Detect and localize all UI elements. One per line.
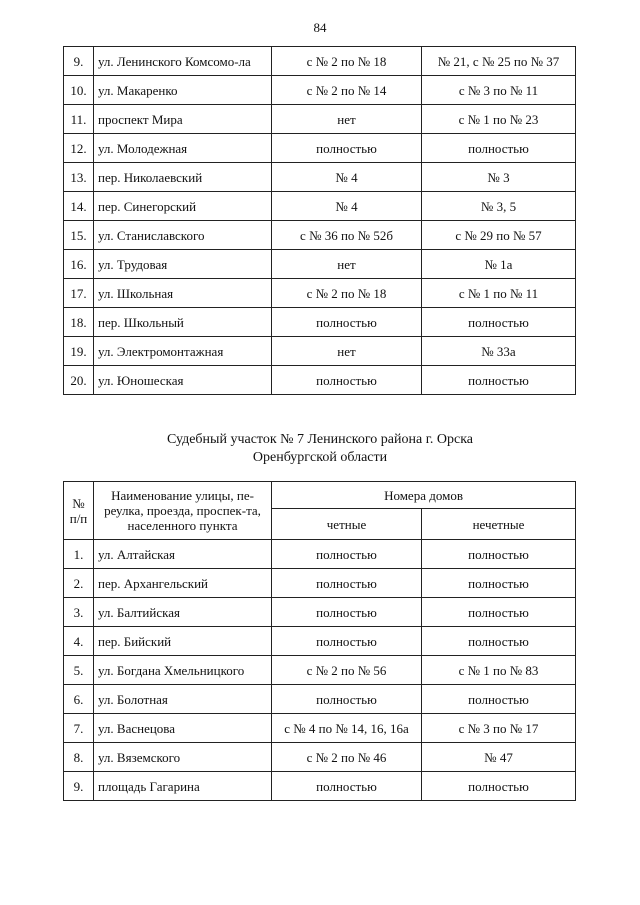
even-houses: полностью — [272, 308, 422, 337]
even-houses: с № 2 по № 18 — [272, 279, 422, 308]
even-houses: № 4 — [272, 192, 422, 221]
row-number: 1. — [64, 540, 94, 569]
even-houses: полностью — [272, 685, 422, 714]
streets-table-district-7 — [63, 481, 576, 801]
even-houses: полностью — [272, 598, 422, 627]
table-row — [64, 47, 576, 76]
row-number: 7. — [64, 714, 94, 743]
even-houses: с № 2 по № 56 — [272, 656, 422, 685]
even-houses: с № 2 по № 18 — [272, 47, 422, 76]
table-row — [64, 540, 576, 569]
even-houses: с № 2 по № 46 — [272, 743, 422, 772]
odd-houses: с № 29 по № 57 — [422, 221, 576, 250]
street-name: пер. Школьный — [94, 308, 272, 337]
odd-houses: с № 3 по № 17 — [422, 714, 576, 743]
row-number: 9. — [64, 47, 94, 76]
street-name: ул. Станиславского — [94, 221, 272, 250]
header-even: четные — [272, 509, 422, 540]
table-row — [64, 743, 576, 772]
table-row — [64, 685, 576, 714]
street-name: площадь Гагарина — [94, 772, 272, 801]
table-row — [64, 308, 576, 337]
odd-houses: полностью — [422, 540, 576, 569]
table-row — [64, 105, 576, 134]
row-number: 18. — [64, 308, 94, 337]
table-row — [64, 772, 576, 801]
street-name: ул. Васнецова — [94, 714, 272, 743]
street-name: ул. Юношеская — [94, 366, 272, 395]
row-number: 4. — [64, 627, 94, 656]
odd-houses: с № 1 по № 23 — [422, 105, 576, 134]
table-row — [64, 163, 576, 192]
odd-houses: полностью — [422, 598, 576, 627]
odd-houses: полностью — [422, 627, 576, 656]
even-houses: полностью — [272, 627, 422, 656]
odd-houses: полностью — [422, 366, 576, 395]
row-number: 13. — [64, 163, 94, 192]
street-name: ул. Макаренко — [94, 76, 272, 105]
odd-houses: № 33а — [422, 337, 576, 366]
street-name: пер. Николаевский — [94, 163, 272, 192]
even-houses: полностью — [272, 366, 422, 395]
even-houses: нет — [272, 337, 422, 366]
table-row — [64, 279, 576, 308]
street-name: ул. Болотная — [94, 685, 272, 714]
street-name: ул. Электромонтажная — [94, 337, 272, 366]
table-row — [64, 250, 576, 279]
even-houses: полностью — [272, 772, 422, 801]
even-houses: с № 2 по № 14 — [272, 76, 422, 105]
table-row — [64, 76, 576, 105]
table-row — [64, 366, 576, 395]
even-houses: с № 4 по № 14, 16, 16а — [272, 714, 422, 743]
header-houses: Номера домов — [272, 482, 576, 509]
row-number: 17. — [64, 279, 94, 308]
odd-houses: с № 1 по № 83 — [422, 656, 576, 685]
row-number: 10. — [64, 76, 94, 105]
even-houses: полностью — [272, 134, 422, 163]
row-number: 19. — [64, 337, 94, 366]
table-row — [64, 337, 576, 366]
street-name: ул. Богдана Хмельницкого — [94, 656, 272, 685]
row-number: 6. — [64, 685, 94, 714]
street-name: ул. Балтийская — [94, 598, 272, 627]
street-name: пер. Синегорский — [94, 192, 272, 221]
odd-houses: № 3 — [422, 163, 576, 192]
row-number: 3. — [64, 598, 94, 627]
heading-line-1: Судебный участок № 7 Ленинского района г. Орска — [166, 432, 473, 447]
header-name: Наименование улицы, пе-реулка, проезда, проспек-та, населенного пункта — [94, 482, 272, 540]
row-number: 15. — [64, 221, 94, 250]
odd-houses: № 3, 5 — [422, 192, 576, 221]
odd-houses: № 21, с № 25 по № 37 — [422, 47, 576, 76]
street-name: проспект Мира — [94, 105, 272, 134]
odd-houses: полностью — [422, 134, 576, 163]
street-name: ул. Ленинского Комсомо-ла — [94, 47, 272, 76]
table2-body — [64, 540, 576, 801]
even-houses: полностью — [272, 540, 422, 569]
even-houses: полностью — [272, 569, 422, 598]
table-row — [64, 598, 576, 627]
heading-line-2: Оренбургской области — [252, 450, 388, 465]
streets-table-continued — [63, 46, 576, 395]
table-row — [64, 656, 576, 685]
row-number: 20. — [64, 366, 94, 395]
odd-houses: № 1а — [422, 250, 576, 279]
even-houses: нет — [272, 105, 422, 134]
street-name: ул. Алтайская — [94, 540, 272, 569]
section-heading — [0, 431, 640, 467]
even-houses: с № 36 по № 52б — [272, 221, 422, 250]
table-row — [64, 627, 576, 656]
street-name: ул. Трудовая — [94, 250, 272, 279]
odd-houses: № 47 — [422, 743, 576, 772]
table-row — [64, 221, 576, 250]
table-row — [64, 714, 576, 743]
row-number: 11. — [64, 105, 94, 134]
street-name: пер. Бийский — [94, 627, 272, 656]
street-name: ул. Школьная — [94, 279, 272, 308]
street-name: пер. Архангельский — [94, 569, 272, 598]
table-row — [64, 192, 576, 221]
odd-houses: с № 3 по № 11 — [422, 76, 576, 105]
row-number: 9. — [64, 772, 94, 801]
table-row — [64, 569, 576, 598]
header-odd: нечетные — [422, 509, 576, 540]
table-row — [64, 134, 576, 163]
row-number: 14. — [64, 192, 94, 221]
street-name: ул. Вяземского — [94, 743, 272, 772]
page-number: 84 — [313, 20, 327, 35]
odd-houses: полностью — [422, 569, 576, 598]
header-num: № п/п — [64, 482, 94, 540]
odd-houses: полностью — [422, 685, 576, 714]
row-number: 8. — [64, 743, 94, 772]
row-number: 12. — [64, 134, 94, 163]
odd-houses: полностью — [422, 772, 576, 801]
even-houses: нет — [272, 250, 422, 279]
table1-body — [64, 47, 576, 395]
row-number: 16. — [64, 250, 94, 279]
odd-houses: с № 1 по № 11 — [422, 279, 576, 308]
even-houses: № 4 — [272, 163, 422, 192]
row-number: 5. — [64, 656, 94, 685]
odd-houses: полностью — [422, 308, 576, 337]
row-number: 2. — [64, 569, 94, 598]
street-name: ул. Молодежная — [94, 134, 272, 163]
